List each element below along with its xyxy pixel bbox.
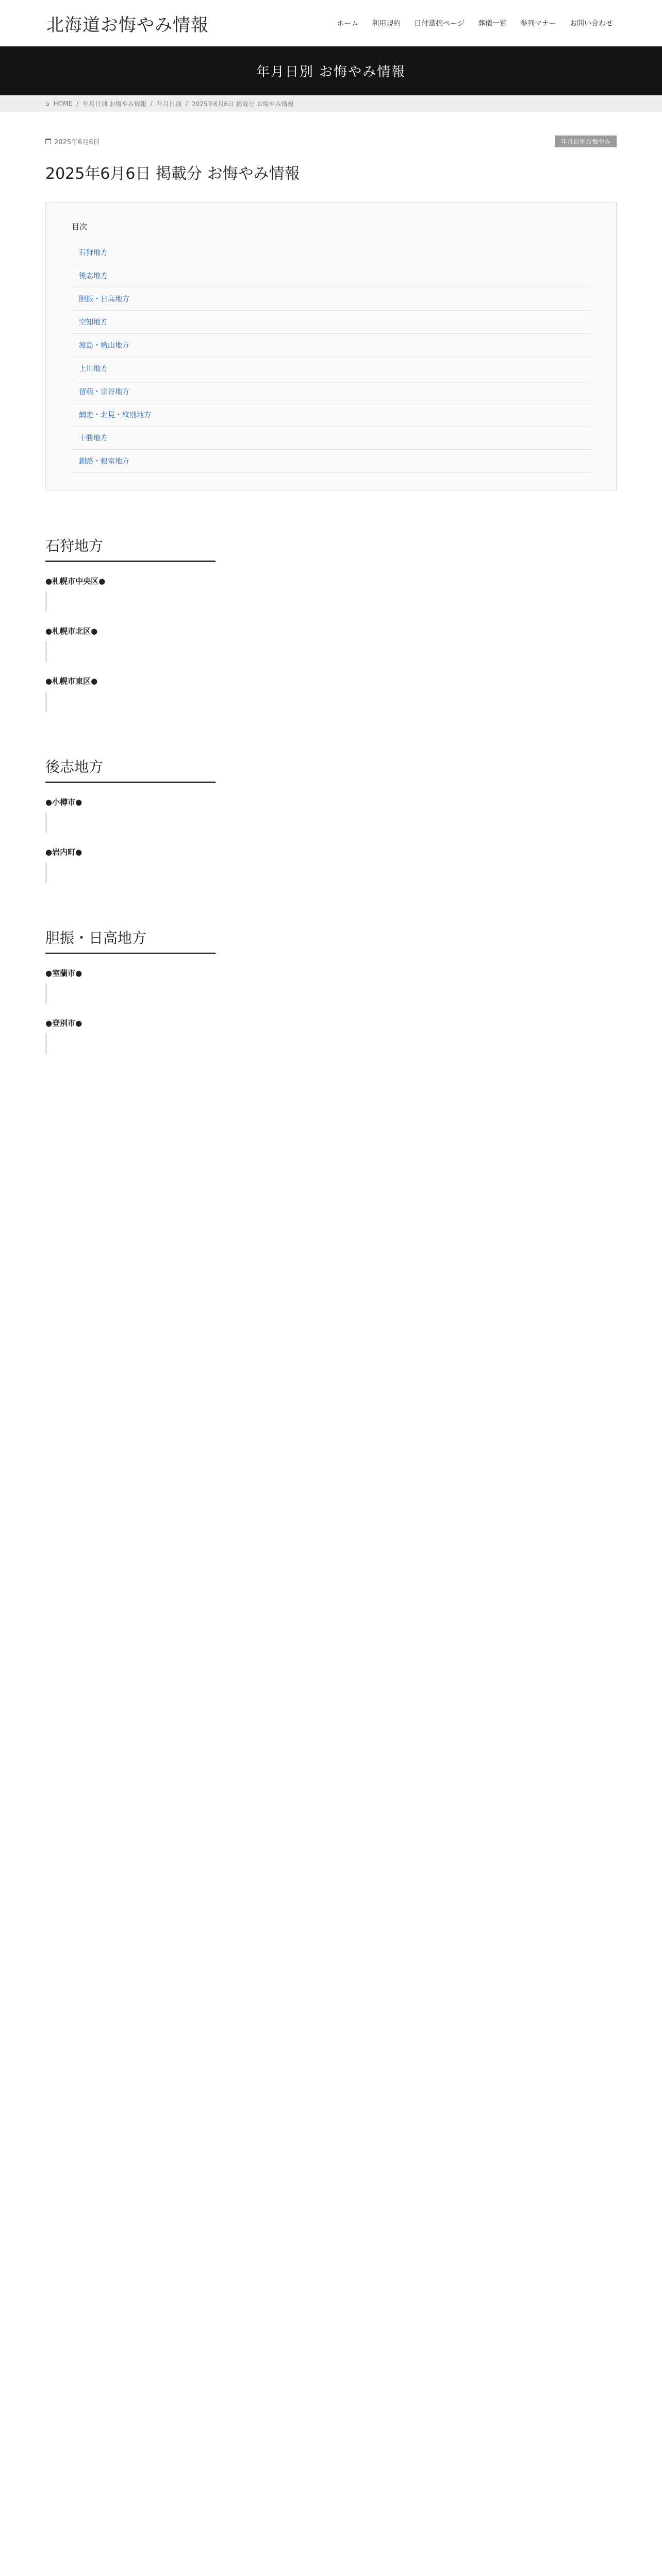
region-section [45, 927, 617, 1054]
city-heading: ●岩内町● [45, 848, 82, 857]
breadcrumb-category[interactable]: 年月日別 お悔やみ情報 [82, 100, 146, 108]
region-section [45, 535, 617, 712]
toc-link-shiribeshi[interactable]: 後志地方 [79, 272, 108, 280]
breadcrumb [45, 95, 662, 112]
toc-item [72, 264, 590, 287]
toc-list [72, 241, 590, 473]
city-heading: ●小樽市● [45, 798, 82, 807]
toc-link-ishikari[interactable]: 石狩地方 [79, 249, 108, 257]
breadcrumb-separator: / [150, 100, 153, 107]
city-block [45, 675, 617, 712]
city-block [45, 846, 617, 883]
toc-link-iburi-hidaka[interactable]: 胆振・日高地方 [79, 295, 129, 303]
city-block [45, 625, 617, 662]
site-title[interactable]: 北海道お悔やみ情報 [46, 14, 209, 36]
nav-date-select[interactable]: 日付選択ページ [414, 20, 465, 28]
toc-item [72, 334, 590, 357]
city-heading: ●札幌市中央区● [45, 577, 106, 586]
toc-item [72, 450, 590, 473]
breadcrumb-current: 2025年6月6日 掲載分 お悔やみ情報 [192, 100, 294, 108]
city-heading: ●札幌市北区● [45, 626, 98, 636]
toc-item [72, 311, 590, 334]
toc-item [72, 241, 590, 264]
main-content [0, 135, 662, 1054]
hero-title: 年月日別 お悔やみ情報 [256, 64, 406, 80]
toc-link-kushiro-nemuro[interactable]: 釧路・根室地方 [79, 457, 129, 466]
table-of-contents [45, 202, 617, 491]
region-section [45, 756, 617, 883]
toc-title: 目次 [72, 222, 88, 231]
post-date-text: 2025年6月6日 [54, 139, 100, 146]
toc-item [72, 380, 590, 403]
toc-item [72, 427, 590, 450]
breadcrumb-bar [0, 95, 662, 112]
toc-link-abashiri-kitami-mombetsu[interactable]: 網走・北見・紋別地方 [79, 411, 151, 419]
nav-contact[interactable]: お問い合わせ [570, 20, 613, 28]
toc-item [72, 287, 590, 311]
breadcrumb-separator: / [76, 100, 79, 107]
nav-manners[interactable]: 参列マナー [520, 20, 556, 28]
toc-link-kamikawa[interactable]: 上川地方 [79, 365, 108, 373]
toc-link-rumoi-soya[interactable]: 留萌・宗谷地方 [79, 388, 129, 396]
city-block [45, 796, 617, 833]
hero-banner [0, 46, 662, 95]
nav-terms[interactable]: 利用規約 [372, 20, 401, 28]
city-block [45, 968, 617, 1004]
nav-home[interactable]: ホーム [337, 20, 359, 28]
city-heading: ●登別市● [45, 1019, 82, 1028]
notice-list [45, 641, 617, 662]
notice-list [45, 862, 617, 883]
post-meta [45, 135, 617, 147]
notice-list [45, 812, 617, 833]
notice-list [45, 1033, 617, 1054]
toc-link-sorachi[interactable]: 空知地方 [79, 318, 108, 327]
notice-list [45, 691, 617, 712]
region-heading: 後志地方 [45, 756, 216, 783]
toc-link-tokachi[interactable]: 十勝地方 [79, 434, 108, 443]
region-heading: 石狩地方 [45, 535, 216, 562]
notice-list [45, 984, 617, 1004]
home-icon: ⌂ [45, 100, 49, 107]
nav-funeral-list[interactable]: 葬儀一覧 [478, 20, 507, 28]
city-heading: ●札幌市東区● [45, 676, 98, 686]
city-block [45, 1018, 617, 1054]
site-header [0, 0, 662, 46]
city-block [45, 575, 617, 612]
notice-list [45, 591, 617, 612]
toc-link-oshima-hiyama[interactable]: 渡島・檜山地方 [79, 342, 129, 350]
post-date [45, 137, 100, 146]
category-badge[interactable]: 年月日別お悔やみ [555, 135, 617, 147]
global-nav [337, 18, 613, 28]
post-title: 2025年6月6日 掲載分 お悔やみ情報 [45, 165, 300, 183]
breadcrumb-separator: / [185, 100, 188, 107]
toc-item [72, 357, 590, 380]
region-heading: 胆振・日高地方 [45, 927, 216, 954]
breadcrumb-subcategory[interactable]: 年月日別 [156, 100, 181, 108]
toc-item [72, 403, 590, 427]
breadcrumb-home[interactable]: HOME [53, 100, 73, 107]
calendar-icon [45, 139, 51, 144]
city-heading: ●室蘭市● [45, 969, 82, 978]
